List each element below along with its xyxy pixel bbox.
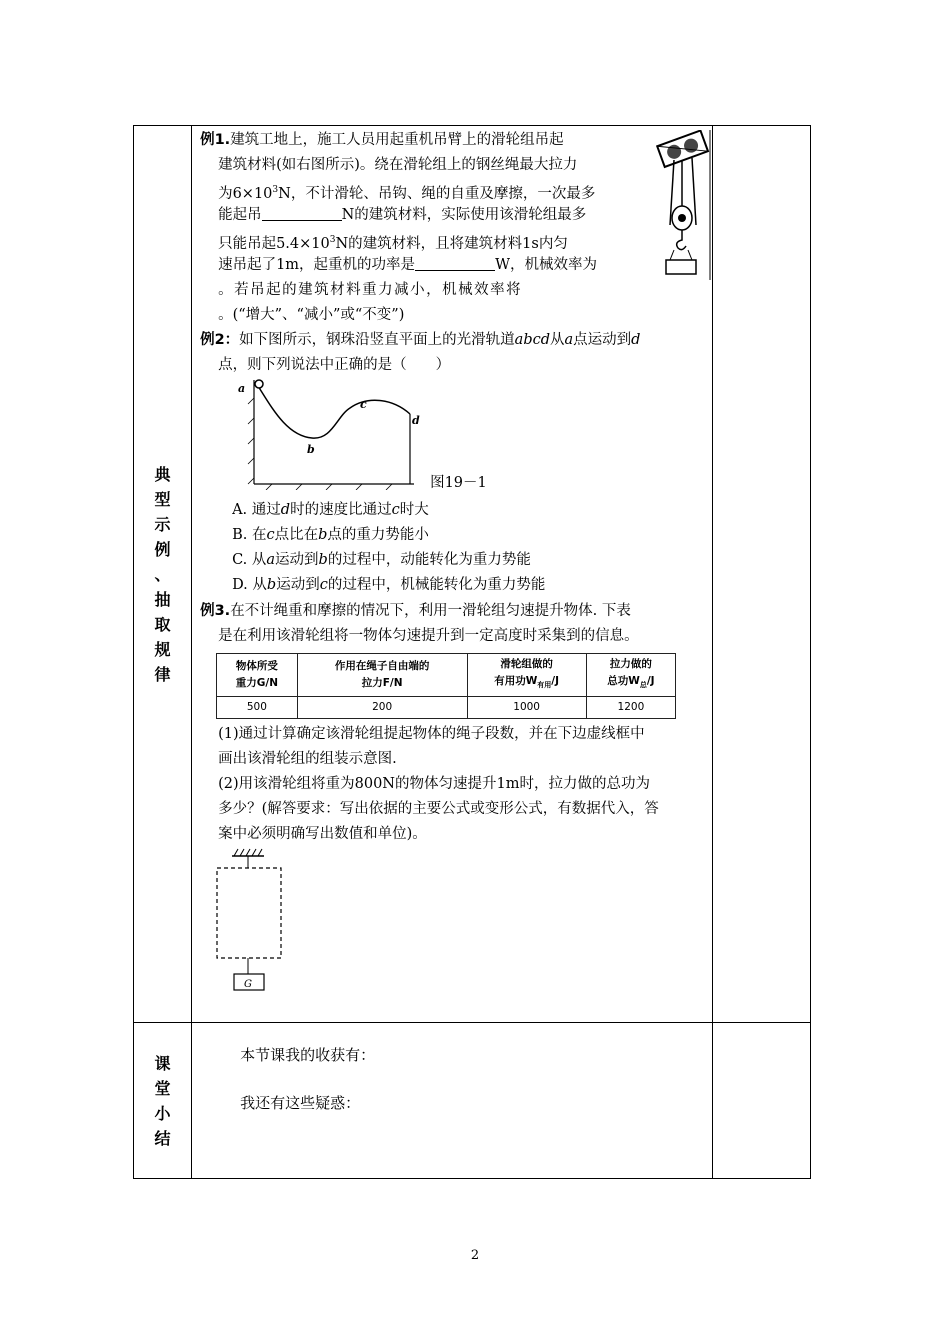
track-figure: [232, 378, 432, 490]
fig-label-c: c: [360, 398, 367, 411]
example1-line8: 。(“增大”、“减小”或“不变”): [218, 307, 405, 323]
summary-doubts: 我还有这些疑惑：: [240, 1094, 361, 1112]
table-header: 物体所受 重力G/N: [217, 654, 298, 697]
example3-line2: 是在利用该滑轮组将一物体匀速提升到一定高度时采集到的信息。: [218, 628, 639, 644]
weight-label: G: [244, 979, 253, 990]
answer-blank-2[interactable]: [415, 256, 495, 271]
option-b: B. 在c点比在b点的重力势能小: [232, 527, 429, 543]
example1-line2: 建筑材料(如右图所示)。绕在滑轮组上的钢丝绳最大拉力: [218, 157, 578, 173]
table-cell: 1000: [467, 697, 586, 719]
section-label-summary: 课 堂 小 结: [154, 1053, 171, 1148]
question2-line3: 案中必须明确写出数值和单位)。: [218, 826, 427, 842]
question2-line1: (2)用该滑轮组将重为800N的物体匀速提升1m时，拉力做的总功为: [218, 776, 650, 792]
table-header: 拉力做的 总功$W_总/J$: [586, 654, 675, 697]
example1-line1: 例1.建筑工地上，施工人员用起重机吊臂上的滑轮组吊起: [200, 132, 564, 148]
crane-pulley-figure: [652, 130, 714, 280]
worksheet-table: [133, 125, 811, 1179]
examples-cell: [192, 126, 713, 1023]
summary-cell: [192, 1023, 713, 1179]
table-header: 作用在绳子自由端的 拉力F/N: [297, 654, 467, 697]
table-cell: 500: [217, 697, 298, 719]
summary-gains: 本节课我的收获有：: [240, 1046, 376, 1064]
fig-label-b: b: [307, 443, 315, 456]
example1-line6: 速吊起了1m，起重机的功率是 W，机械效率为: [218, 257, 597, 273]
notes-cell-1: [712, 126, 810, 1023]
table-row: [217, 697, 676, 719]
table-header: 滑轮组做的 有用功$W_{有用}/J$: [467, 654, 586, 697]
example1-line4: 能起吊 N的建筑材料，实际使用该滑轮组最多: [218, 207, 587, 223]
figure-caption: 图19－1: [430, 475, 487, 491]
fig-label-d: d: [412, 414, 420, 427]
section-label-examples: 典 型 示 例 、 抽 取 规 律: [154, 464, 171, 684]
table-cell: 200: [297, 697, 467, 719]
example3-line1: 例3.在不计绳重和摩擦的情况下，利用一滑轮组匀速提升物体. 下表: [200, 603, 631, 619]
example1-line3: 为$6\times 10^3N$，不计滑轮、吊钩、绳的自重及摩擦，一次最多: [218, 185, 596, 202]
pulley-drawing-area[interactable]: [214, 846, 294, 996]
answer-blank-1[interactable]: [262, 206, 342, 221]
option-a: A. 通过d时的速度比通过c时大: [232, 502, 429, 518]
example1-line7: 。若吊起的建筑材料重力减小，机械效率将: [218, 282, 523, 298]
example1-line5: 只能吊起$5.4\times 10^3N$的建筑材料，且将建筑材料1s内匀: [218, 235, 568, 252]
fig-label-a: a: [238, 382, 246, 395]
summary-label-cell: [134, 1023, 192, 1179]
notes-cell-2: [712, 1023, 810, 1179]
option-c: C. 从a运动到b的过程中，动能转化为重力势能: [232, 552, 531, 568]
table-cell: 1200: [586, 697, 675, 719]
example2-line2: 点，则下列说法中正确的是（ ）: [218, 357, 451, 373]
question1-line2: 画出该滑轮组的组装示意图.: [218, 751, 397, 767]
example2-line1: 例2：如下图所示，钢珠沿竖直平面上的光滑轨道abcd从a点运动到d: [200, 332, 641, 348]
option-d: D. 从b运动到c的过程中，机械能转化为重力势能: [232, 577, 546, 593]
section-label-cell: [134, 126, 192, 1023]
question2-line2: 多少？(解答要求：写出依据的主要公式或变形公式，有数据代入，答: [218, 801, 659, 817]
data-table: [216, 653, 676, 719]
question1-line1: (1)通过计算确定该滑轮组提起物体的绳子段数，并在下边虚线框中: [218, 726, 645, 742]
page-number: 2: [470, 1248, 480, 1263]
table-header-row: [217, 654, 676, 697]
